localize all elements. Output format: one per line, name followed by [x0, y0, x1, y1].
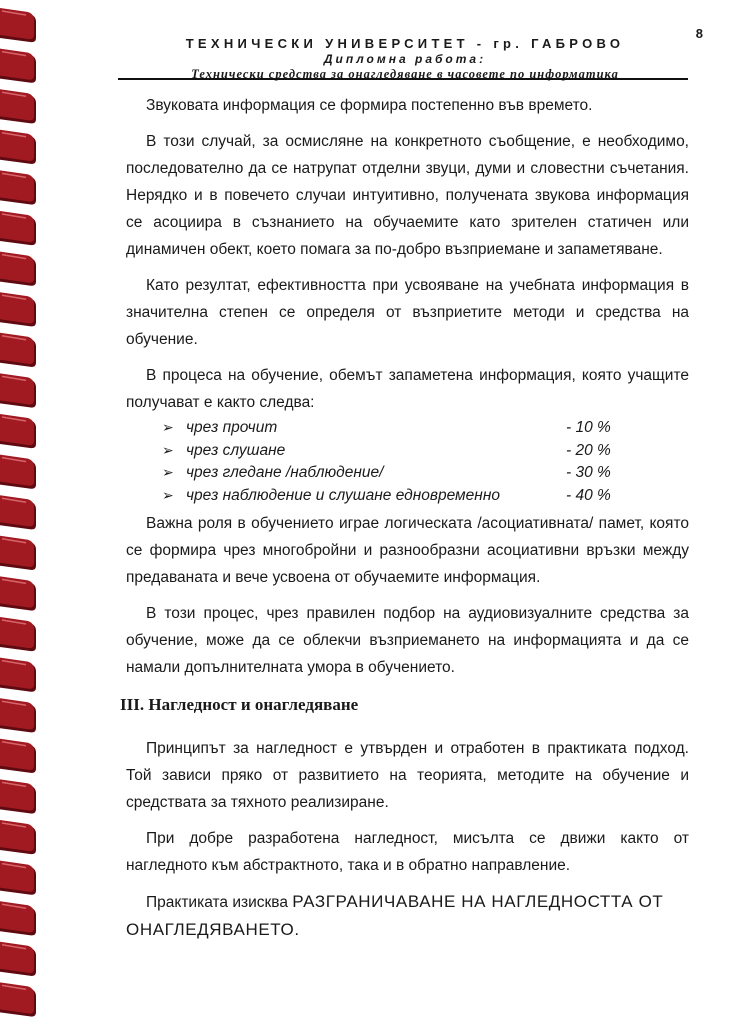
binding-ring	[0, 820, 36, 854]
binding-ring	[0, 89, 36, 123]
binding-ring	[0, 252, 36, 286]
list-item-value: - 10 %	[566, 419, 611, 436]
binding-ring	[0, 8, 36, 42]
binding-ring	[0, 901, 36, 935]
list-item-label: чрез гледане /наблюдение/	[186, 464, 384, 481]
list-item-label: чрез прочит	[186, 419, 278, 436]
binding-ring	[0, 170, 36, 204]
arrow-bullet-icon: ➢	[162, 441, 174, 458]
paragraph-9	[126, 888, 689, 944]
binding-ring	[0, 536, 36, 570]
binding-ring	[0, 495, 36, 529]
list-item	[126, 416, 689, 439]
binding-ring	[0, 414, 36, 448]
retention-list	[126, 416, 689, 506]
header-thesis-title: Технически средства за онагледяване в часовете по информатика	[191, 67, 619, 81]
binding-ring	[0, 982, 36, 1016]
page-number: 8	[695, 26, 703, 41]
paragraph-9-emphasis: РАЗГРАНИЧАВАНЕ НА НАГЛЕДНОСТТА ОТ ОНАГЛЕДЯВАНЕТО.	[126, 892, 664, 939]
binding-ring	[0, 861, 36, 895]
section-heading: III. Нагледност и онагледяване	[120, 695, 359, 714]
binding-ring	[0, 130, 36, 164]
list-item-label: чрез наблюдение и слушане едновременно	[186, 486, 500, 504]
paragraph-2: В този случай, за осмисляне на конкретното съобщение, е необходимо, последователно да се натрупат отделни звуци, думи и словестни съчетания. Нерядко и в повечето случаи интуитивно, получената звукова информация се асоциира в съзнанието на обучаемите като зрителен статичен или динамичен обект, което помага за по-добро възприемане и запаметяване.	[126, 133, 689, 258]
paragraph-3: Като резултат, ефективността при усвояване на учебната информация в значителна степен се определя от възприетите методи и средства на обучение.	[126, 277, 689, 348]
arrow-bullet-icon: ➢	[162, 486, 174, 503]
binding-ring	[0, 779, 36, 813]
binding-ring	[0, 698, 36, 732]
binding-ring	[0, 211, 36, 245]
arrow-bullet-icon: ➢	[162, 464, 174, 480]
binding-ring	[0, 292, 36, 326]
binding-ring	[0, 455, 36, 489]
paragraph-6: В този процес, чрез правилен подбор на аудиовизуалните средства за обучение, може да се облекчи възприемането на информацията и да се намали допълнителната умора в обучението.	[126, 605, 689, 676]
paragraph-5: Важна роля в обучението играе логическата /асоциативната/ памет, която се формира чрез многобройни и разнообразни асоциативни връзки между предаваната и вече усвоена от обучаемите информация.	[126, 515, 689, 586]
paragraph-8: При добре разработена нагледност, мисълта се движи както от нагледното към абстрактното, така и в обратно направление.	[126, 830, 689, 874]
document-header	[120, 36, 690, 82]
list-item	[126, 439, 689, 462]
header-university: ТЕХНИЧЕСКИ УНИВЕРСИТЕТ - гр. ГАБРОВО	[185, 36, 625, 51]
binding-ring	[0, 617, 36, 651]
list-item	[126, 461, 689, 484]
list-item-value: - 40 %	[566, 486, 611, 504]
binding-ring	[0, 49, 36, 83]
binding-ring	[0, 333, 36, 367]
header-subtitle: Дипломна работа:	[323, 52, 487, 66]
binding-ring	[0, 576, 36, 610]
binding-ring	[0, 739, 36, 773]
arrow-bullet-icon: ➢	[162, 419, 174, 435]
page-body	[120, 92, 689, 944]
binding-ring	[0, 373, 36, 407]
paragraph-9-start: Практиката изисква	[146, 894, 293, 911]
list-item-label: чрез слушане	[186, 441, 286, 459]
list-item	[126, 484, 689, 507]
paragraph-1: Звуковата информация се формира постепенно във времето.	[146, 97, 593, 114]
spiral-binding	[0, 0, 42, 1024]
binding-ring	[0, 942, 36, 976]
spiral-binding-graphic	[0, 0, 42, 1024]
list-item-value: - 20 %	[566, 441, 611, 459]
paragraph-7: Принципът за нагледност е утвърден и отработен в практиката подход. Той зависи пряко от развитието на теорията, методите на обучение и средствата за тяхното реализиране.	[126, 740, 689, 811]
header-divider	[118, 78, 688, 80]
binding-ring	[0, 658, 36, 692]
list-item-value: - 30 %	[566, 464, 611, 481]
paragraph-4: В процеса на обучение, обемът запаметена информация, която учащите получават е както следва:	[126, 367, 689, 411]
